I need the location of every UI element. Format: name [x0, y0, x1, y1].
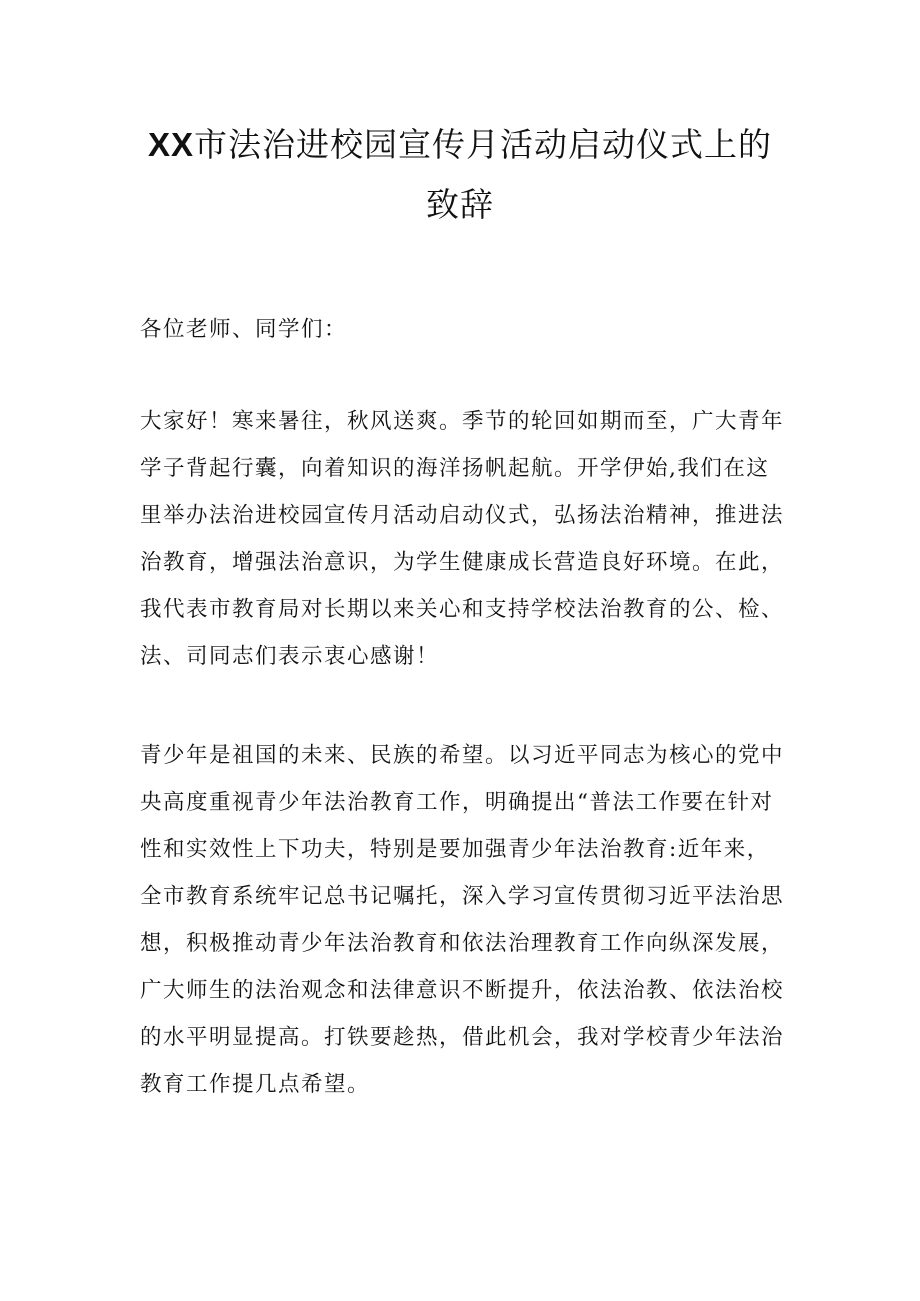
- paragraph-line: 学子背起行囊，向着知识的海洋扬帆起航。开学伊始,我们在这: [140, 456, 770, 481]
- salutation: [140, 306, 800, 353]
- paragraph-line: 全市教育系统牢记总书记嘱托，深入学习宣传贯彻习近平法治思: [140, 884, 785, 909]
- paragraph-line: 我代表市教育局对长期以来关心和支持学校法治教育的公、检、: [140, 597, 785, 622]
- paragraph-line: 的水平明显提高。打铁要趁热，借此机会，我对学校青少年法治: [140, 1025, 785, 1050]
- paragraph-line: 想，积极推动青少年法治教育和依法治理教育工作向纵深发展，: [140, 931, 785, 956]
- paragraph-line: 性和实效性上下功夫，特别是要加强青少年法治教育:近年来，: [140, 837, 770, 862]
- paragraph-2: [140, 732, 800, 1108]
- document-title-line-2: 致辞: [426, 185, 494, 224]
- paragraph-1: [140, 398, 800, 680]
- paragraph-line: 法、司同志们表示衷心感谢！: [140, 644, 440, 669]
- document-title-line-1: [120, 122, 800, 168]
- paragraph-line: 里举办法治进校园宣传月活动启动仪式，弘扬法治精神，推进法: [140, 503, 785, 528]
- paragraph-line: 央高度重视青少年法治教育工作，明确提出“普法工作要在针对: [140, 790, 774, 815]
- paragraph-line: 教育工作提几点希望。: [140, 1072, 371, 1097]
- paragraph-line: 治教育，增强法治意识，为学生健康成长营造良好环境。在此，: [140, 550, 785, 575]
- title-prefix: XX: [147, 126, 195, 163]
- paragraph-line: 广大师生的法治观念和法律意识不断提升，依法治教、依法治校: [140, 978, 785, 1003]
- title-text: 市法治进校园宣传月活动启动仪式上的: [194, 125, 773, 164]
- paragraph-line: 青少年是祖国的未来、民族的希望。以习近平同志为核心的党中: [140, 743, 785, 768]
- salutation-text: 各位老师、同学们：: [140, 317, 348, 342]
- paragraph-line: 大家好！寒来暑往，秋风送爽。季节的轮回如期而至，广大青年: [140, 409, 785, 434]
